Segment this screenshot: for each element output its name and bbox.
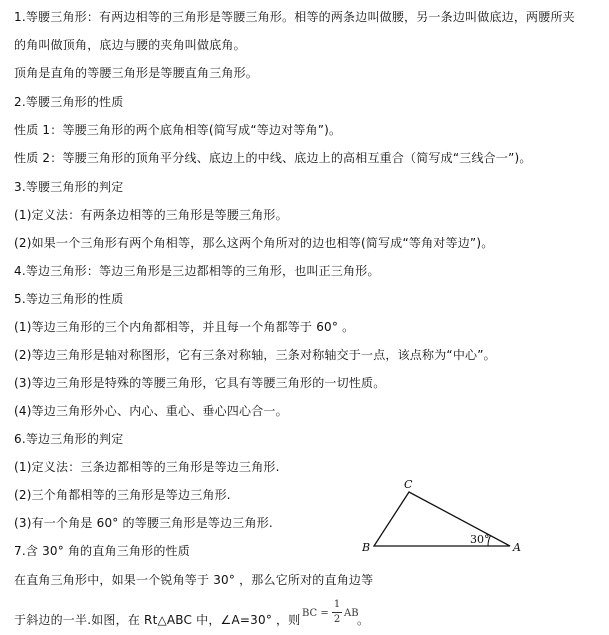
fraction-bar — [332, 612, 342, 613]
text-line-1: 1.等腰三角形：有两边相等的三角形是等腰三角形。相等的两条边叫做腰，另一条边叫做底边，两腰所夹 — [14, 10, 575, 24]
text-line-2: 的角叫做顶角，底边与腰的夹角叫做底角。 — [14, 38, 246, 52]
triangle-diagram — [360, 478, 530, 558]
text-line-21: 在直角三角形中，如果一个锐角等于 30° ，那么它所对的直角边等 — [14, 573, 374, 587]
text-line-9: (2)如果一个三角形有两个角相等，那么这两个角所对的边也相等(简写成“等角对等边”)。 — [14, 236, 494, 250]
section-heading-2: 2.等腰三角形的性质 — [14, 95, 124, 109]
text-line-19: (3)有一个角是 60° 的等腰三角形是等边三角形. — [14, 516, 273, 530]
formula-rhs: AB — [344, 608, 359, 619]
formula-lhs: BC = — [302, 608, 329, 619]
text-line-12: (1)等边三角形的三个内角都相等，并且每一个角都等于 60° 。 — [14, 320, 355, 334]
section-heading-6: 6.等边三角形的判定 — [14, 432, 124, 446]
triangle-figure — [360, 478, 530, 558]
angle-label: 30° — [470, 533, 490, 546]
section-heading-7: 7.含 30° 角的直角三角形的性质 — [14, 544, 190, 558]
text-line-15: (4)等边三角形外心、内心、重心、垂心四心合一。 — [14, 404, 288, 418]
section-heading-3: 3.等腰三角形的判定 — [14, 180, 124, 194]
text-line-6: 性质 2：等腰三角形的顶角平分线、底边上的中线、底边上的高相互重合（简写成“三线合一”)。 — [14, 151, 532, 165]
text-line-5: 性质 1：等腰三角形的两个底角相等(简写成“等边对等角”)。 — [14, 123, 342, 137]
fraction-denominator: 2 — [333, 614, 341, 625]
vertex-label-b: B — [362, 541, 371, 554]
vertex-label-c: C — [404, 478, 413, 491]
text-line-8: (1)定义法：有两条边相等的三角形是等腰三角形。 — [14, 208, 288, 222]
formula-fraction — [332, 599, 342, 626]
text-line-14: (3)等边三角形是特殊的等腰三角形，它具有等腰三角形的一切性质。 — [14, 376, 386, 390]
vertex-label-a: A — [513, 541, 521, 554]
section-heading-5: 5.等边三角形的性质 — [14, 292, 124, 306]
text-line-17: (1)定义法：三条边都相等的三角形是等边三角形. — [14, 460, 280, 474]
formula-tail-period: 。 — [357, 613, 370, 627]
text-line-10: 4.等边三角形：等边三角形是三边都相等的三角形，也叫正三角形。 — [14, 264, 380, 278]
text-line-18: (2)三个角都相等的三角形是等边三角形. — [14, 488, 231, 502]
text-line-3: 顶角是直角的等腰三角形是等腰直角三角形。 — [14, 66, 259, 80]
fraction-numerator: 1 — [333, 599, 341, 610]
text-line-13: (2)等边三角形是轴对称图形，它有三条对称轴，三条对称轴交于一点，该点称为“中心”。 — [14, 348, 496, 362]
text-line-22: 于斜边的一半.如图，在 Rt△ABC 中，∠A=30° ，则 — [14, 613, 301, 627]
